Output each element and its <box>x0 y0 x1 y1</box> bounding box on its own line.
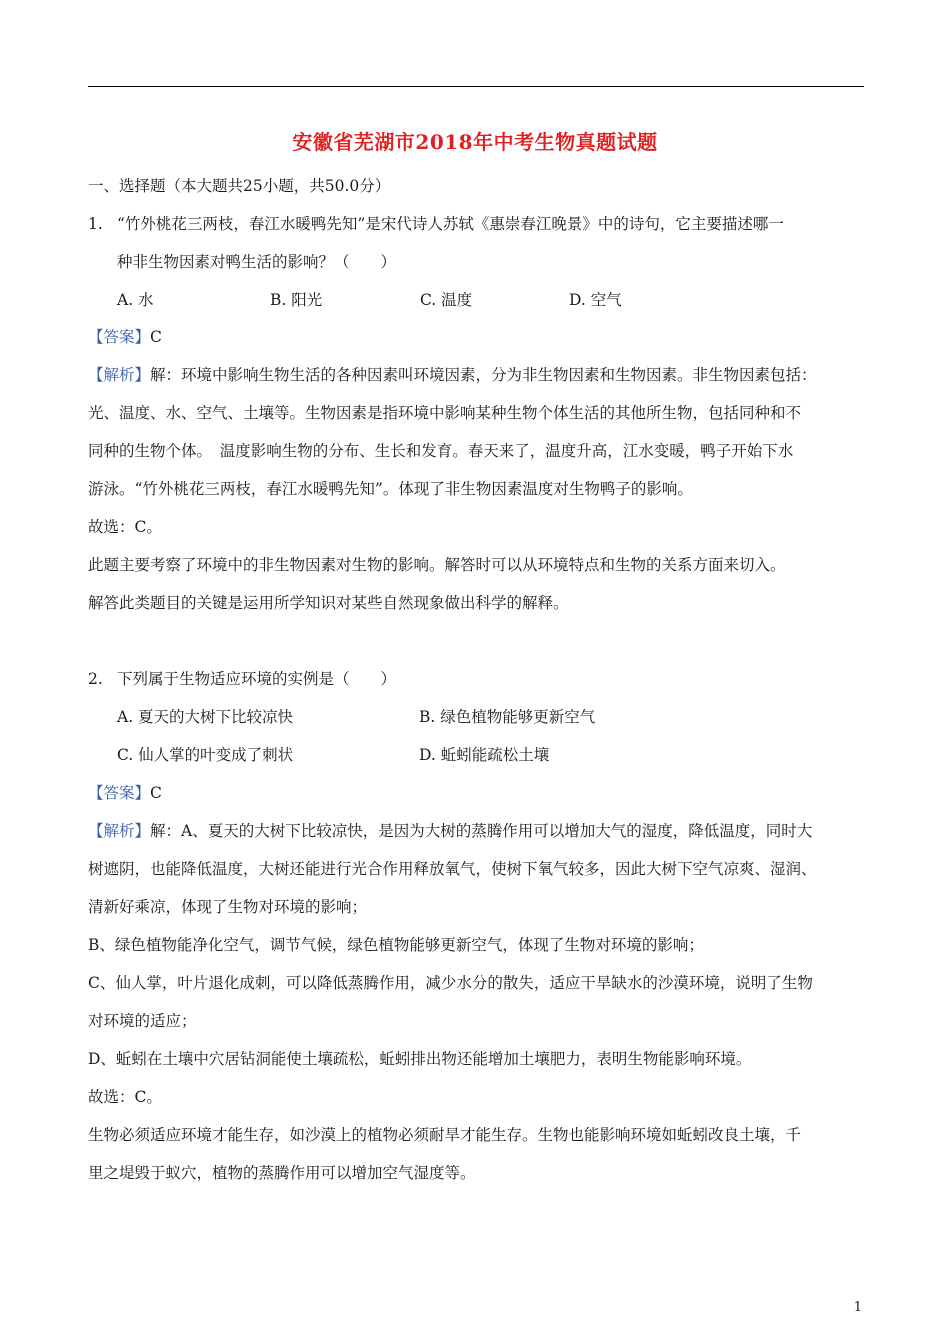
q1-option-a: A. 水 <box>117 291 154 309</box>
q2-option-c: C. 仙人掌的叶变成了刺状 <box>117 746 294 764</box>
q2-options-row-2 <box>117 744 549 766</box>
q2-analysis-line-4: B、绿色植物能净化空气，调节气候，绿色植物能够更新空气，体现了生物对环境的影响； <box>88 936 704 954</box>
q1-stem-line-1 <box>88 213 784 235</box>
q1-analysis-line-2: 光、温度、水、空气、土壤等。生物因素是指环境中影响某种生物个体生活的其他所生物，包括同种和不 <box>88 404 802 422</box>
q2-analysis-line-5: C、仙人掌，叶片退化成刺，可以降低蒸腾作用，减少水分的散失，适应干旱缺水的沙漠环境，说明了生物 <box>88 974 813 992</box>
q2-summary-1: 生物必须适应环境才能生存，如沙漠上的植物必须耐旱才能生存。生物也能影响环境如蚯蚓改良土壤，千 <box>88 1126 802 1144</box>
q2-stem <box>88 668 396 690</box>
header-rule <box>88 86 864 87</box>
q2-analysis-line-3: 清新好乘凉，体现了生物对环境的影响； <box>88 898 368 916</box>
q2-summary-2: 里之堤毁于蚁穴，植物的蒸腾作用可以增加空气湿度等。 <box>88 1164 476 1182</box>
q1-answer-value: C <box>150 328 162 346</box>
q1-stem-line-2: 种非生物因素对鸭生活的影响？（ ） <box>117 253 397 271</box>
section-heading: 一、选择题（本大题共25小题，共50.0分） <box>88 177 391 195</box>
q2-analysis-line-6: 对环境的适应； <box>88 1012 197 1030</box>
q2-option-a: A. 夏天的大树下比较凉快 <box>117 708 294 726</box>
q1-conclusion: 故选：C。 <box>88 518 162 536</box>
q1-analysis-line-1 <box>88 364 817 386</box>
q1-stem-text-1: “竹外桃花三两枝，春江水暖鸭先知”是宋代诗人苏轼《惠崇春江晚景》中的诗句，它主要描述哪一 <box>117 215 784 233</box>
q2-answer-tag: 【答案】 <box>88 784 151 802</box>
q1-analysis-line-3: 同种的生物个体。 温度影响生物的分布、生长和发育。春天来了，温度升高，江水变暖，鸭子开始下水 <box>88 442 794 460</box>
q2-analysis-line-7: D、蚯蚓在土壤中穴居钻洞能使土壤疏松，蚯蚓排出物还能增加土壤肥力，表明生物能影响环境。 <box>88 1050 752 1068</box>
q2-answer <box>88 782 162 804</box>
q1-summary-1: 此题主要考察了环境中的非生物因素对生物的影响。解答时可以从环境特点和生物的关系方面来切入。 <box>88 556 786 574</box>
q1-analysis-text-1: 解：环境中影响生物生活的各种因素叫环境因素，分为非生物因素和生物因素。非生物因素包括： <box>150 366 817 384</box>
q1-answer-tag: 【答案】 <box>88 328 151 346</box>
page-title: 安徽省芜湖市2018年中考生物真题试题 <box>292 130 658 154</box>
q2-analysis-line-2: 树遮阴，也能降低温度，大树还能进行光合作用释放氧气，使树下氧气较多，因此大树下空气凉爽、湿润、 <box>88 860 817 878</box>
q1-option-d: D. 空气 <box>569 291 622 309</box>
q2-stem-text: 下列属于生物适应环境的实例是（ ） <box>117 670 397 688</box>
q2-analysis-line-1 <box>88 820 812 842</box>
q2-options-row-1 <box>117 706 595 728</box>
q2-option-b: B. 绿色植物能够更新空气 <box>419 708 596 726</box>
q2-analysis-tag: 【解析】 <box>88 822 151 840</box>
q1-analysis-tag: 【解析】 <box>88 366 151 384</box>
q1-option-c: C. 温度 <box>420 291 473 309</box>
q1-option-b: B. 阳光 <box>270 291 323 309</box>
q1-number: 1. <box>88 215 103 233</box>
q1-options <box>117 289 622 311</box>
q2-answer-value: C <box>150 784 162 802</box>
q2-number: 2. <box>88 670 103 688</box>
q1-answer <box>88 326 162 348</box>
q2-option-d: D. 蚯蚓能疏松土壤 <box>419 746 550 764</box>
q1-summary-2: 解答此类题目的关键是运用所学知识对某些自然现象做出科学的解释。 <box>88 594 569 612</box>
q2-analysis-text-1: 解：A、夏天的大树下比较凉快，是因为大树的蒸腾作用可以增加大气的湿度，降低温度，同时大 <box>150 822 813 840</box>
q2-conclusion: 故选：C。 <box>88 1088 162 1106</box>
q1-analysis-line-4: 游泳。“竹外桃花三两枝，春江水暖鸭先知”。体现了非生物因素温度对生物鸭子的影响。 <box>88 480 693 498</box>
page-number: 1 <box>853 1300 862 1315</box>
